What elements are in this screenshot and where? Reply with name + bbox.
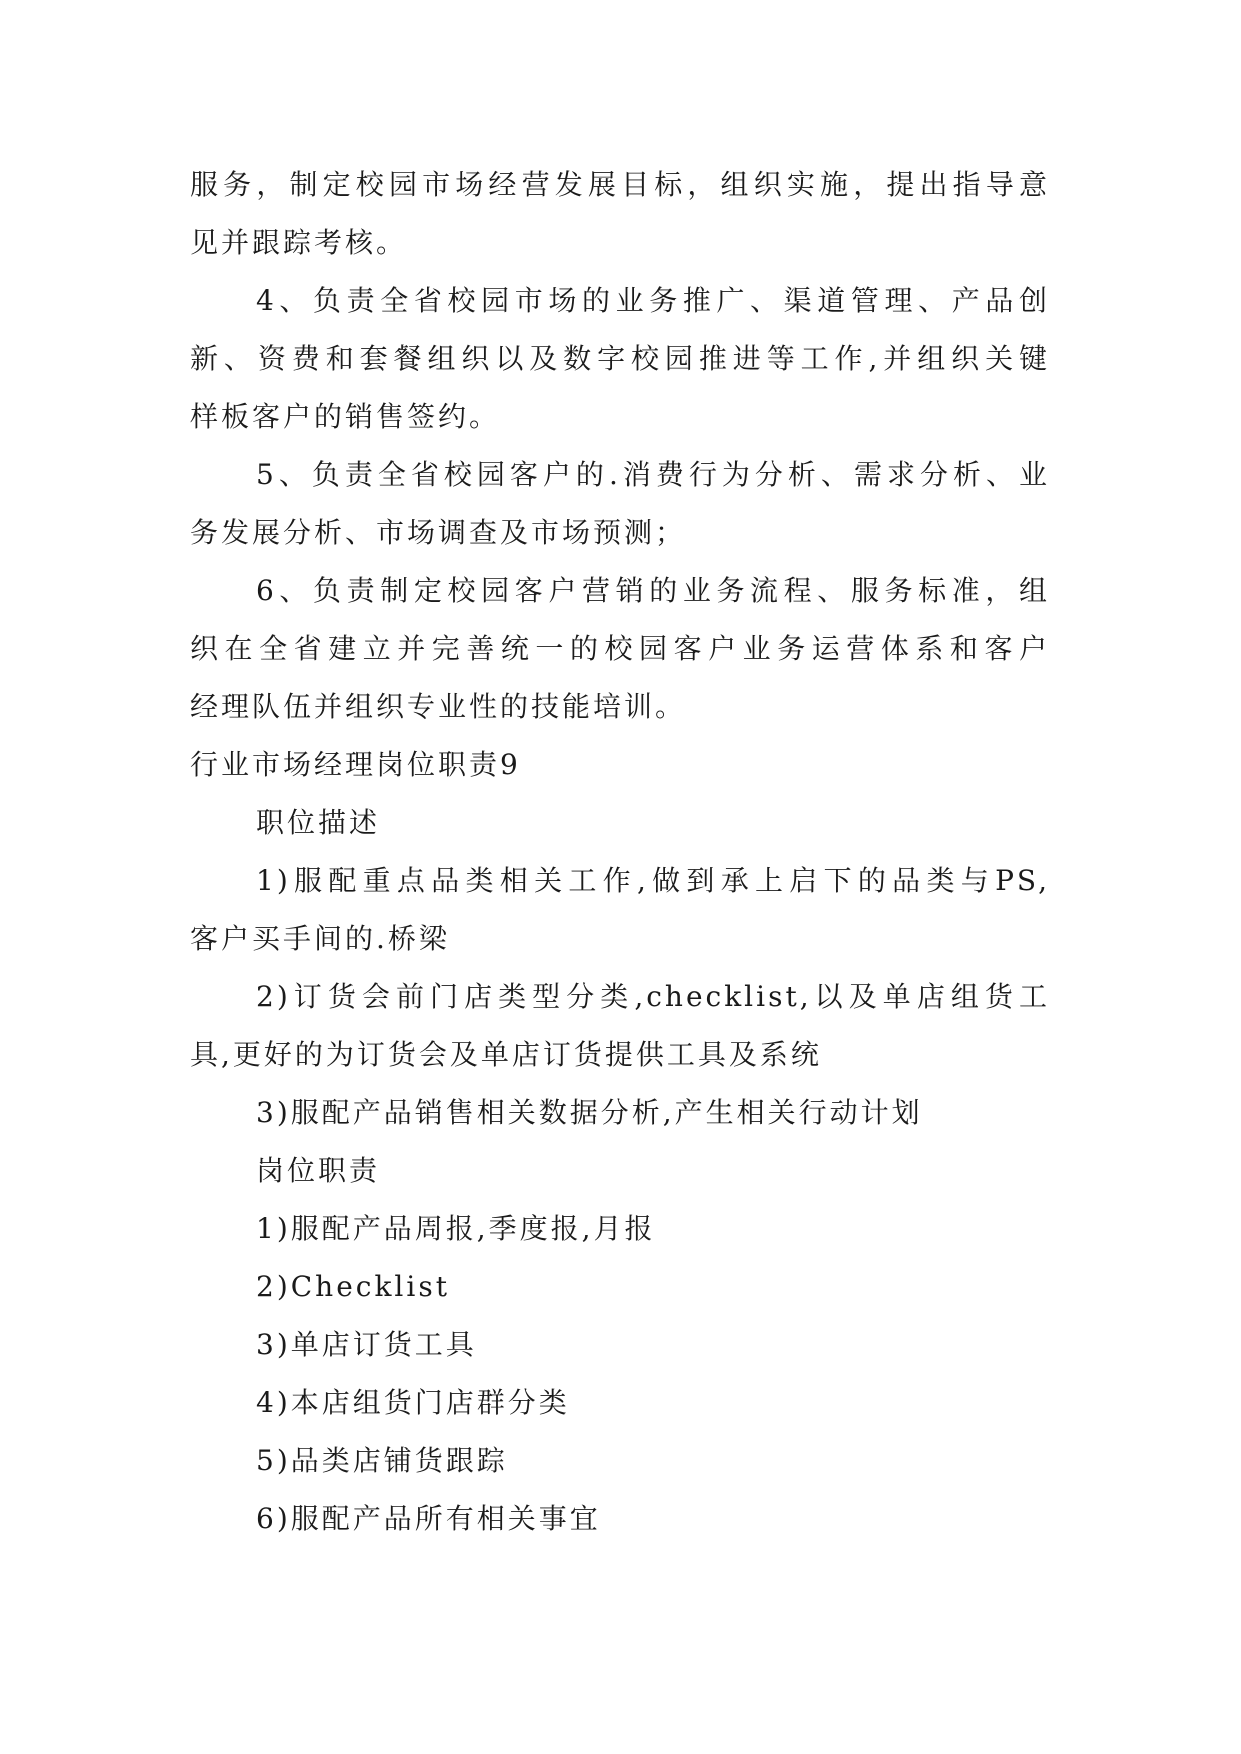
- job-description-item-2: [190, 968, 1050, 1084]
- job-description-item-line: 3)服配产品销售相关数据分析,产生相关行动计划: [256, 1096, 923, 1129]
- duty-item-6-line: 织在全省建立并完善统一的校园客户业务运营体系和客户: [190, 632, 1050, 665]
- document-body: [190, 156, 1050, 1548]
- job-description-item-line: 具,更好的为订货会及单店订货提供工具及系统: [190, 1038, 822, 1071]
- responsibility-item: 4)本店组货门店群分类: [256, 1386, 570, 1419]
- responsibilities-section: [190, 1142, 1050, 1548]
- responsibility-item: 6)服配产品所有相关事宜: [256, 1502, 601, 1535]
- duty-item-6-line: 经理队伍并组织专业性的技能培训。: [190, 690, 687, 723]
- responsibility-item: 1)服配产品周报,季度报,月报: [256, 1212, 656, 1245]
- duty-item-6: [190, 562, 1050, 736]
- duty-item-5-line: 务发展分析、市场调查及市场预测；: [190, 516, 687, 549]
- duty-item-5: [190, 446, 1050, 562]
- continued-paragraph: [190, 156, 1050, 272]
- duty-item-4-line: 新、资费和套餐组织以及数字校园推进等工作,并组织关键: [190, 342, 1050, 375]
- job-description-item-1: [190, 852, 1050, 968]
- job-description-section: [190, 794, 1050, 1142]
- duty-item-6-line: 6、负责制定校园客户营销的业务流程、服务标准，组: [256, 574, 1050, 607]
- duty-item-4-line: 样板客户的销售签约。: [190, 400, 501, 433]
- duty-item-5-line: 5、负责全省校园客户的.消费行为分析、需求分析、业: [256, 458, 1050, 491]
- continued-paragraph-line: 服务，制定校园市场经营发展目标，组织实施，提出指导意: [190, 168, 1050, 201]
- responsibility-item: 5)品类店铺货跟踪: [256, 1444, 508, 1477]
- continued-paragraph-line: 见并跟踪考核。: [190, 226, 408, 259]
- duty-item-4: [190, 272, 1050, 446]
- job-description-item-3: [190, 1084, 1050, 1142]
- section-title: 行业市场经理岗位职责9: [190, 748, 521, 781]
- responsibilities-heading: 岗位职责: [256, 1154, 381, 1187]
- responsibility-item: 2)Checklist: [256, 1270, 450, 1303]
- responsibility-item: 3)单店订货工具: [256, 1328, 477, 1361]
- job-description-item-line: 2)订货会前门店类型分类,checklist,以及单店组货工: [256, 980, 1050, 1013]
- duty-item-4-line: 4、负责全省校园市场的业务推广、渠道管理、产品创: [256, 284, 1050, 317]
- job-description-item-line: 1)服配重点品类相关工作,做到承上启下的品类与PS,: [256, 864, 1050, 897]
- job-description-heading: 职位描述: [256, 806, 381, 839]
- job-description-item-line: 客户买手间的.桥梁: [190, 922, 450, 955]
